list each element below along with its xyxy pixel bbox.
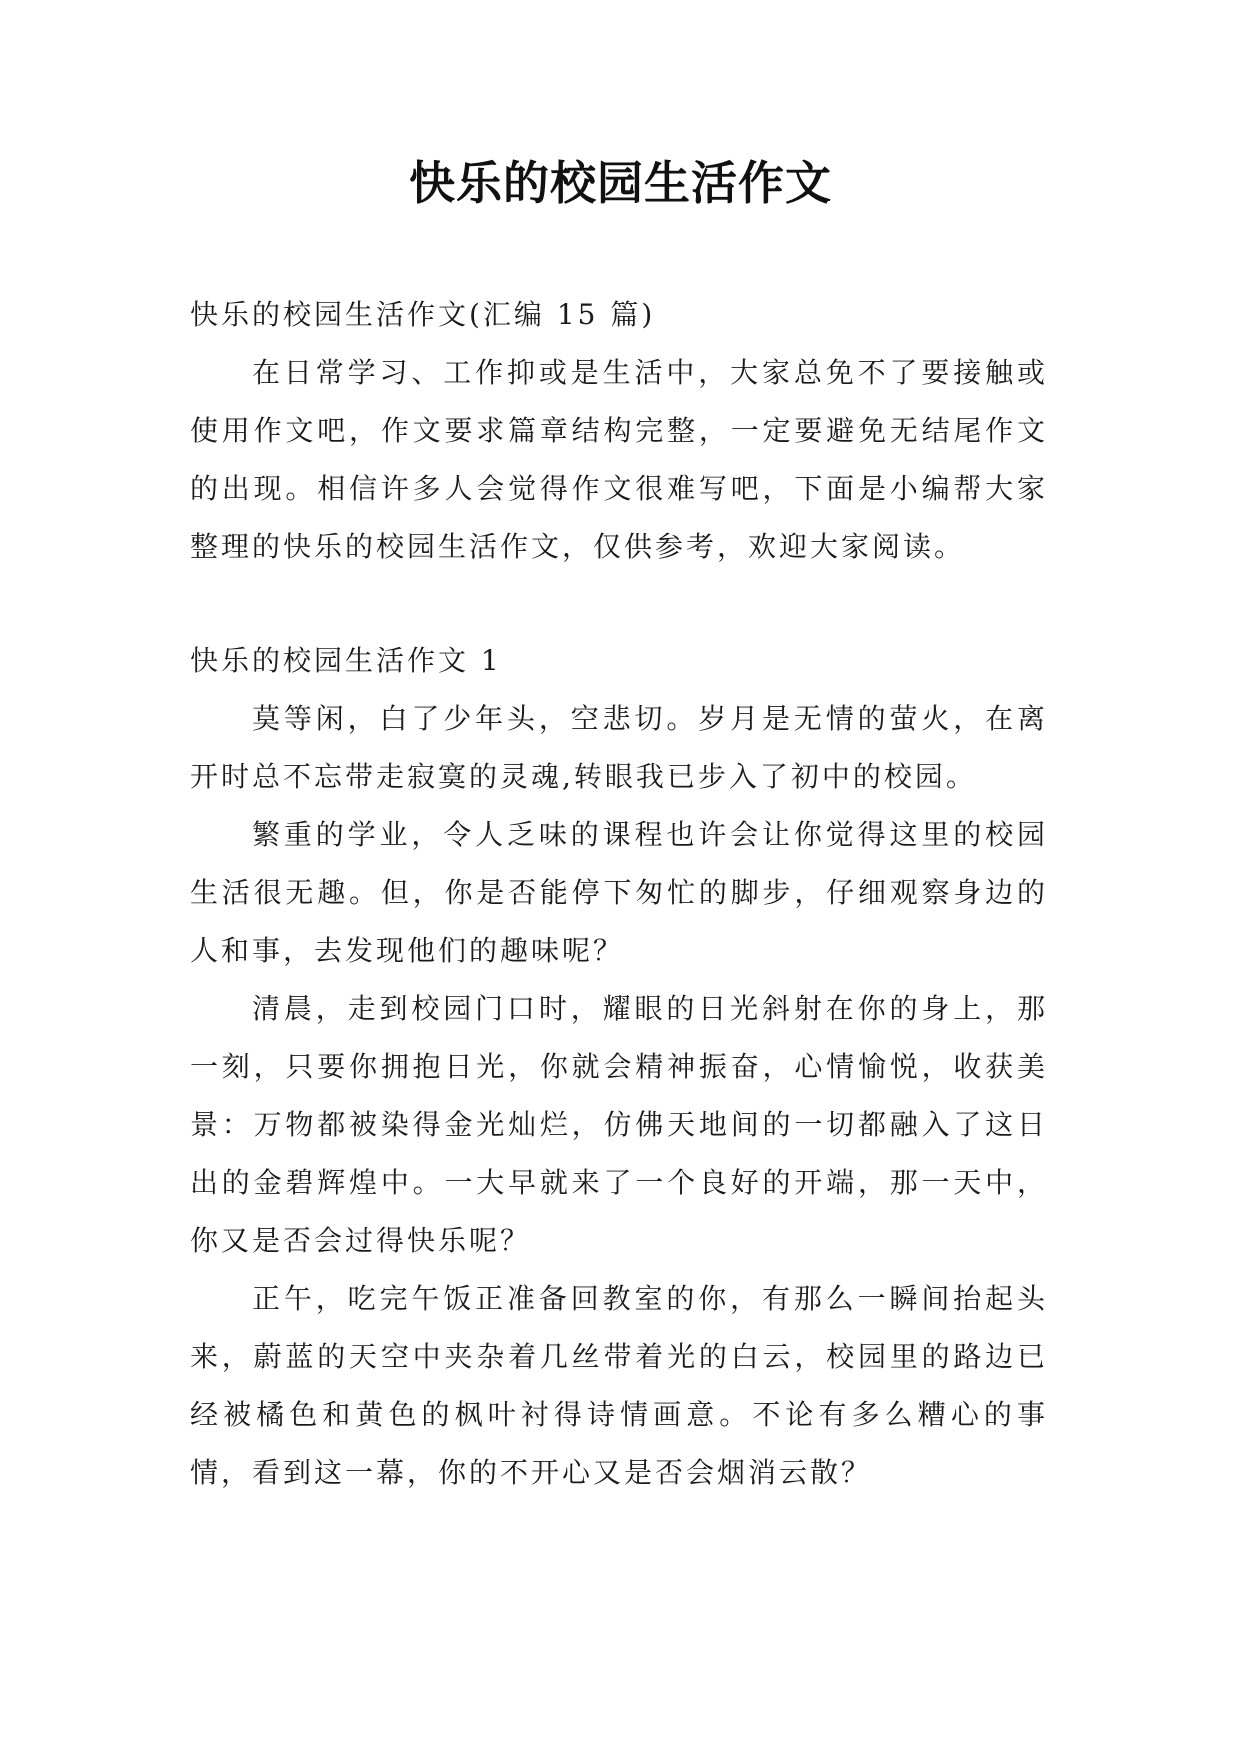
body-paragraph: 清晨，走到校园门口时，耀眼的日光斜射在你的身上，那一刻，只要你拥抱日光，你就会精神振奋，心情愉悦，收获美景：万物都被染得金光灿烂，仿佛天地间的一切都融入了这日出的金碧辉煌中。一大早就来了一个良好的开端，那一天中，你又是否会过得快乐呢？ bbox=[190, 992, 1048, 1257]
document-title: 快乐的校园生活作文 bbox=[409, 156, 832, 210]
body-paragraph: 正午，吃完午饭正准备回教室的你，有那么一瞬间抬起头来，蔚蓝的天空中夹杂着几丝带着光的白云，校园里的路边已经被橘色和黄色的枫叶衬得诗情画意。不论有多么糟心的事情，看到这一幕，你的不开心又是否会烟消云散？ bbox=[190, 1282, 1048, 1489]
body-paragraph: 莫等闲，白了少年头，空悲切。岁月是无情的萤火，在离开时总不忘带走寂寞的灵魂,转眼我已步入了初中的校园。 bbox=[190, 702, 1048, 793]
document-body bbox=[190, 286, 1048, 1502]
body-paragraph: 繁重的学业，令人乏味的课程也许会让你觉得这里的校园生活很无趣。但，你是否能停下匆忙的脚步，仔细观察身边的人和事，去发现他们的趣味呢？ bbox=[190, 818, 1048, 967]
section-spacer bbox=[190, 576, 1048, 632]
document-subtitle: 快乐的校园生活作文(汇编 15 篇) bbox=[190, 298, 656, 331]
section-heading: 快乐的校园生活作文 1 bbox=[190, 644, 502, 677]
intro-paragraph: 在日常学习、工作抑或是生活中，大家总免不了要接触或使用作文吧，作文要求篇章结构完整，一定要避免无结尾作文的出现。相信许多人会觉得作文很难写吧，下面是小编帮大家整理的快乐的校园生活作文，仅供参考，欢迎大家阅读。 bbox=[190, 356, 1048, 563]
